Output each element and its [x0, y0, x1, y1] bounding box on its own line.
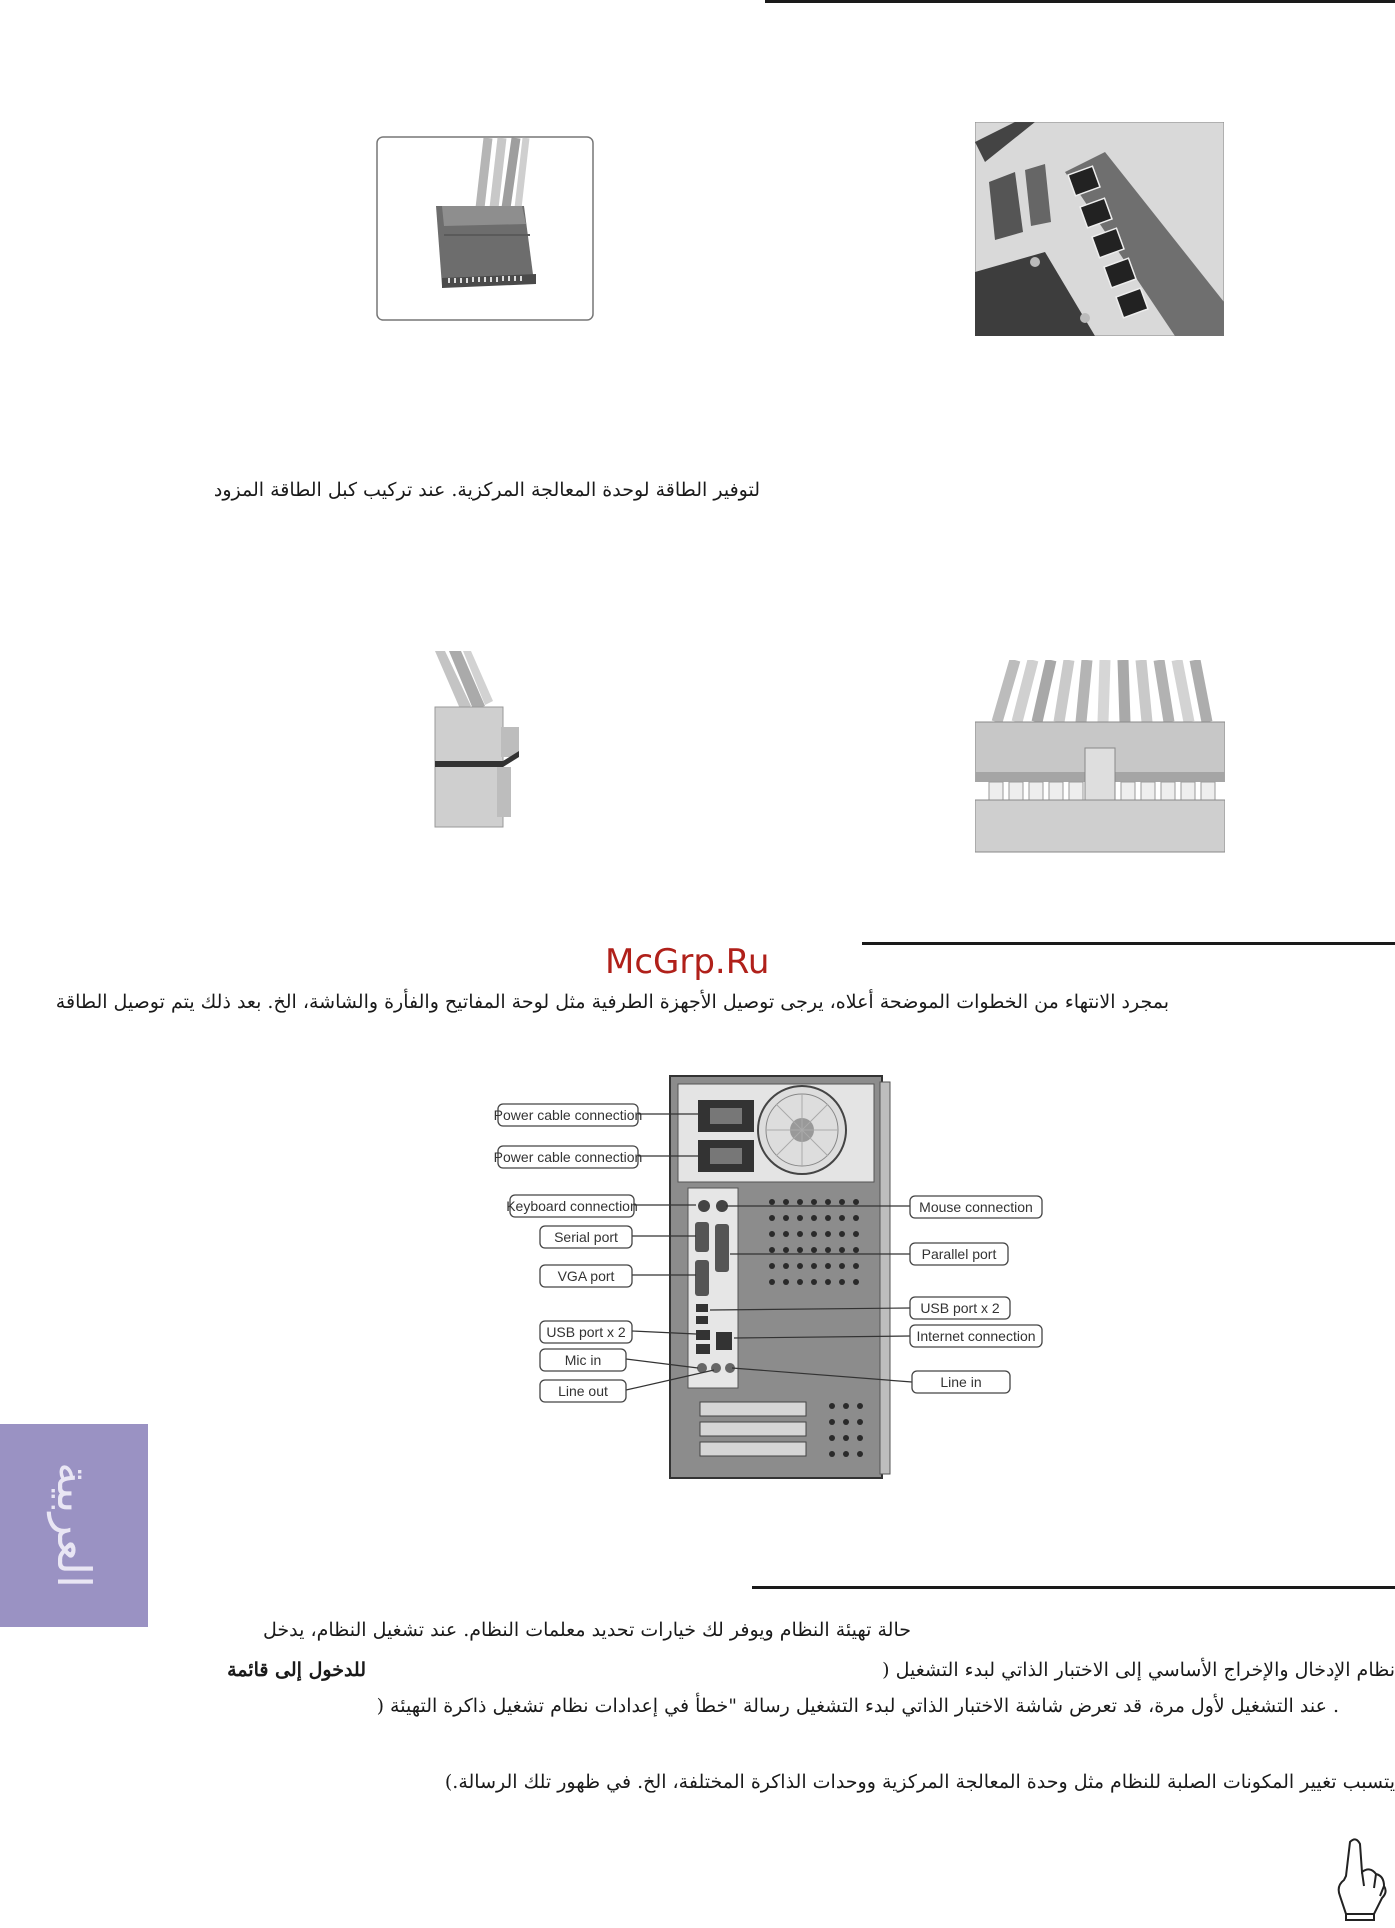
- label-power-cable-1: Power cable connection: [493, 1107, 643, 1123]
- label-serial-port: Serial port: [554, 1229, 618, 1245]
- label-power-cable-2: Power cable connection: [493, 1149, 643, 1165]
- paragraph-cpu-power: لتوفير الطاقة لوحدة المعالجة المركزية. عند تركيب كبل الطاقة المزود: [213, 479, 760, 501]
- label-usb-left: USB port x 2: [546, 1324, 626, 1340]
- paragraph-peripherals: بمجرد الانتهاء من الخطوات الموضحة أعلاه، يرجى توصيل الأجهزة الطرفية مثل لوحة المفاتيح والفأرة والشاشة، الخ. بعد ذلك يتم توصيل الطاقة: [55, 991, 1169, 1013]
- label-keyboard: Keyboard connection: [506, 1198, 638, 1214]
- watermark: McGrp.Ru: [605, 942, 770, 982]
- setup-line-2: نظام الإدخال والإخراج الأساسي إلى الاختبار الذاتي لبدء التشغيل (: [882, 1659, 1395, 1681]
- setup-line-1: حالة تهيئة النظام ويوفر لك خيارات تحديد معلمات النظام. عند تشغيل النظام، يدخل: [263, 1619, 911, 1641]
- section-rule-3: [752, 1586, 1395, 1589]
- language-tab-label: العربية: [47, 1462, 101, 1588]
- top-rule: [765, 0, 1395, 3]
- label-parallel-port: Parallel port: [921, 1246, 997, 1262]
- sata-cable-icon: [376, 136, 594, 321]
- section-rule-2: [862, 942, 1395, 945]
- pointing-hand-icon: [1330, 1836, 1390, 1921]
- label-line-out: Line out: [558, 1383, 608, 1399]
- atx-24pin-power-icon: [975, 660, 1225, 855]
- label-internet: Internet connection: [916, 1328, 1036, 1344]
- label-vga-port: VGA port: [557, 1268, 615, 1284]
- setup-line-4: يتسبب تغيير المكونات الصلبة للنظام مثل وحدة المعالجة المركزية ووحدات الذاكرة المختلفة، الخ. في ظهور تلك الرسالة.): [444, 1771, 1395, 1793]
- sata-motherboard-icon: [975, 122, 1224, 336]
- setup-line-3: . عند التشغيل لأول مرة، قد تعرض شاشة الاختبار الذاتي لبدء التشغيل رسالة "خطأ في إعدادات نظام تشغيل ذاكرة التهيئة (: [376, 1695, 1339, 1717]
- pc-back-panel-diagram: [492, 1072, 1052, 1482]
- label-usb-right: USB port x 2: [920, 1300, 1000, 1316]
- four-pin-power-icon: [427, 651, 527, 836]
- language-side-tab: [0, 1424, 148, 1627]
- label-line-in: Line in: [940, 1374, 982, 1390]
- label-mouse: Mouse connection: [919, 1199, 1033, 1215]
- label-mic-in: Mic in: [564, 1352, 602, 1368]
- setup-line-2-bold: للدخول إلى قائمة: [227, 1659, 366, 1681]
